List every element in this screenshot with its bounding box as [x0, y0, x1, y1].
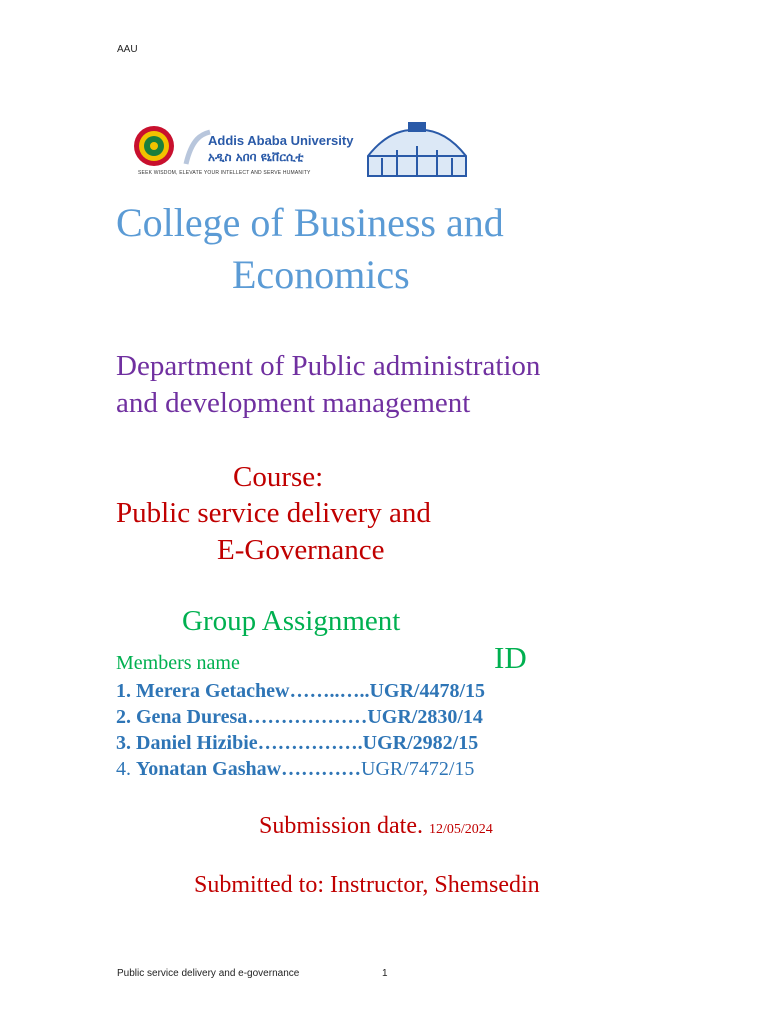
- member-number: 1.: [116, 680, 136, 702]
- department-line2: and development management: [116, 387, 471, 419]
- submission-date-line: [259, 813, 493, 840]
- member-name: Yonatan Gashaw: [136, 758, 282, 780]
- member-number: 3.: [116, 732, 136, 754]
- logo-motto: SEEK WISDOM, ELEVATE YOUR INTELLECT AND SERVE HUMANITY: [138, 170, 311, 176]
- member-name: Gena Duresa: [136, 706, 248, 728]
- submission-label: Submission date.: [259, 813, 424, 839]
- logo-title: Addis Ababa University: [208, 133, 354, 148]
- member-id: UGR/7472/15: [361, 758, 475, 780]
- university-logo: [132, 118, 472, 190]
- member-id: UGR/2830/14: [367, 706, 483, 728]
- member-id: UGR/2982/15: [362, 732, 479, 754]
- id-label: ID: [494, 640, 527, 675]
- course-title-line2: E-Governance: [217, 534, 385, 566]
- submission-date: 12/05/2024: [429, 822, 493, 837]
- member-row: [116, 680, 485, 703]
- page-footer: Public service delivery and e-governance: [117, 968, 300, 979]
- course-label: Course:: [233, 461, 324, 493]
- building-icon: [362, 120, 472, 180]
- members-name-label: Members name: [116, 652, 240, 674]
- member-dots: ……..…..: [289, 680, 370, 702]
- department-line1: Department of Public administration: [116, 350, 541, 382]
- page-number: 1: [382, 968, 388, 979]
- member-dots: …………: [281, 758, 362, 780]
- page-header: AAU: [117, 44, 138, 55]
- college-title-line2: Economics: [232, 252, 410, 297]
- member-name: Daniel Hizibie: [136, 732, 258, 754]
- logo-amharic: አዲስ አበባ ዩኒቨርሲቲ: [208, 150, 304, 164]
- member-row: [116, 758, 474, 781]
- group-assignment-heading: Group Assignment: [182, 605, 401, 637]
- member-name: Merera Getachew: [136, 680, 290, 702]
- member-number: 4.: [116, 758, 136, 780]
- member-row: [116, 732, 478, 755]
- member-id: UGR/4478/15: [369, 680, 485, 702]
- member-dots: ………………: [247, 706, 368, 728]
- course-title-line1: Public service delivery and: [116, 497, 431, 529]
- submitted-to: Submitted to: Instructor, Shemsedin: [194, 872, 540, 898]
- member-dots: …………….: [257, 732, 363, 754]
- member-number: 2.: [116, 706, 136, 728]
- emblem-icon: [132, 124, 176, 168]
- college-title-line1: College of Business and: [116, 200, 504, 245]
- member-row: [116, 706, 483, 729]
